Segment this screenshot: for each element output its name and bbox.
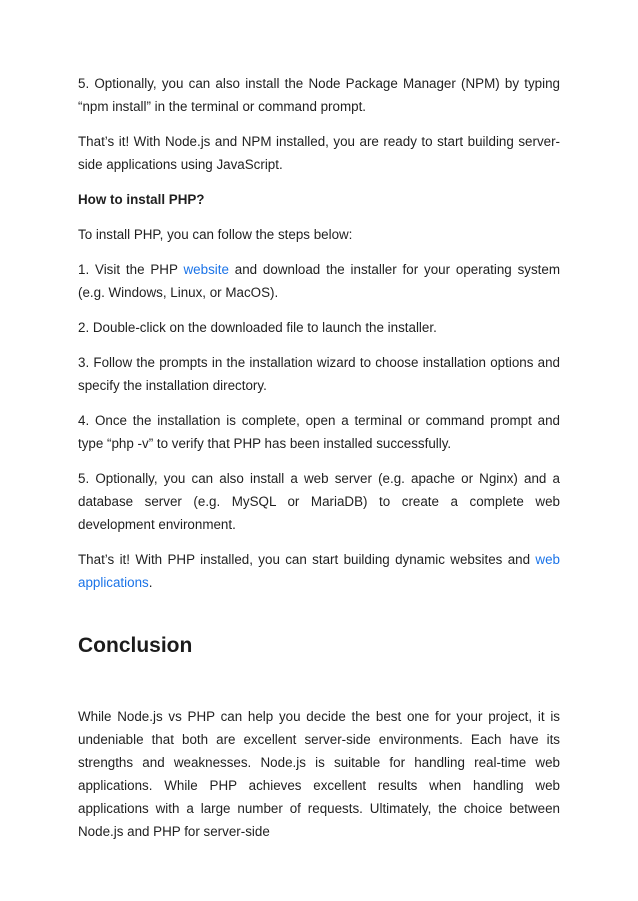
php-website-link[interactable]: website: [183, 262, 229, 277]
conclusion-paragraph: While Node.js vs PHP can help you decide the best one for your project, it is undeniable that both are excellent server-side environments. Each have its strengths and weaknesses. Node.js is suitable for handling real-time web applications. While PHP achieves excellent results when handling web applications with a large number of requests. Ultimately, the choice between Node.js and PHP for server-side: [78, 709, 560, 839]
paragraph-php-summary: [78, 548, 560, 594]
paragraph-php-step-2: 2. Double-click on the downloaded file to launch the installer.: [78, 320, 437, 335]
php-summary-text-before: That’s it! With PHP installed, you can start building dynamic websites and: [78, 552, 536, 567]
php-summary-text-after: .: [148, 575, 153, 590]
heading-install-php: How to install PHP?: [78, 192, 205, 207]
paragraph-npm-step: 5. Optionally, you can also install the Node Package Manager (NPM) by typing “npm install” in the terminal or command prompt.: [78, 76, 560, 114]
paragraph-node-summary: That’s it! With Node.js and NPM installed, you are ready to start building server-side applications using JavaScript.: [78, 134, 560, 172]
document-page: [78, 72, 560, 843]
conclusion-heading: Conclusion: [78, 634, 193, 657]
paragraph-php-step-1: [78, 258, 560, 304]
step1-text-after: and download the installer for your operating system (e.g. Windows, Linux, or MacOS).: [78, 262, 560, 300]
step1-text-before: 1. Visit the PHP: [78, 262, 184, 277]
paragraph-php-step-3: 3. Follow the prompts in the installation wizard to choose installation options and specify the installation directory.: [78, 355, 560, 393]
web-applications-link[interactable]: web applications: [78, 552, 560, 590]
paragraph-php-intro: To install PHP, you can follow the steps below:: [78, 227, 353, 242]
paragraph-php-step-5: 5. Optionally, you can also install a web server (e.g. apache or Nginx) and a database server (e.g. MySQL or MariaDB) to create a complete web development environment.: [78, 471, 560, 532]
paragraph-php-step-4: 4. Once the installation is complete, open a terminal or command prompt and type “php -v” to verify that PHP has been installed successfully.: [78, 413, 560, 451]
